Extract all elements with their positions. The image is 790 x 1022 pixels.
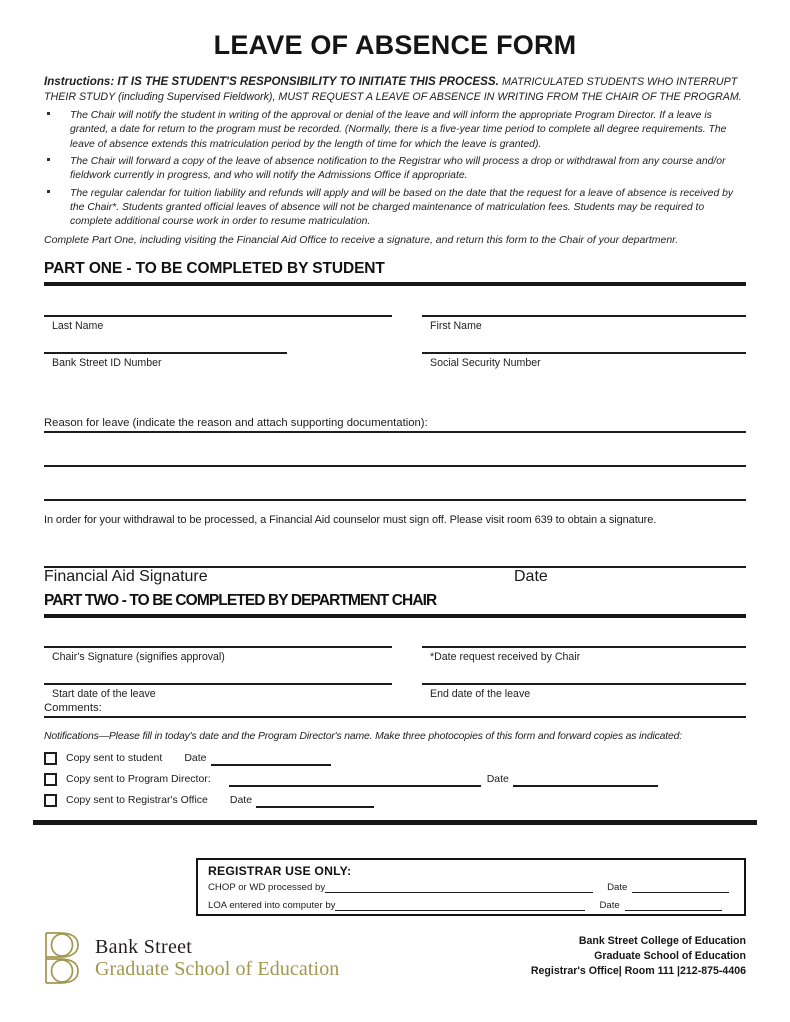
checkbox-label-registrar: Copy sent to Registrar's Office <box>66 794 208 807</box>
registrar-section-divider <box>33 820 757 825</box>
notification-row-student <box>44 748 746 769</box>
instructions-body: MATRICULATED STUDENTS WHO INTERRUPT THEIR STUDY (including Supervised Fieldwork), MUST REQUEST A LEAVE OF ABSENCE IN WRITING FROM THE CHAIR OF THE PROGRAM. <box>44 76 742 103</box>
reason-line-3[interactable] <box>44 499 746 501</box>
date-input-line-student[interactable] <box>211 751 331 766</box>
start-date-label: Start date of the leave <box>52 687 156 700</box>
chair-signature-row <box>44 646 746 663</box>
start-date-field[interactable] <box>44 683 392 700</box>
footer-address-line-2: Graduate School of Education <box>594 950 746 963</box>
end-date-label: End date of the leave <box>430 687 531 700</box>
part-one-header <box>44 247 746 278</box>
part-two-title: PART TWO - TO BE COMPLETED BY DEPARTMENT CHAIR <box>44 591 437 609</box>
registrar-box-title: REGISTRAR USE ONLY: <box>208 864 352 878</box>
registrar-loa-input-line[interactable] <box>335 899 585 911</box>
page-title: LEAVE OF ABSENCE FORM <box>213 30 577 60</box>
registrar-row-chop-wd <box>198 881 744 893</box>
registrar-chop-input-line[interactable] <box>325 881 593 893</box>
list-item <box>44 109 746 152</box>
bullet-text: The Chair will forward a copy of the leave of absence notification to the Registrar who will process a drop or withdrawal from any course and/or fieldwork currently in progress, and who will notify the Admissions Office if appropriate. <box>70 155 726 182</box>
reason-for-leave-label: Reason for leave (indicate the reason and attach supporting documentation): <box>44 416 428 429</box>
chair-signature-label: Chair's Signature (signifies approval) <box>52 650 225 663</box>
registrar-chop-label: CHOP or WD processed by <box>208 882 326 893</box>
last-name-label: Last Name <box>52 319 104 332</box>
date-received-field[interactable] <box>422 646 746 663</box>
date-label-registrar: Date <box>229 794 253 807</box>
registrar-chop-date-input-line[interactable] <box>632 881 729 893</box>
bank-street-b-monogram-icon <box>42 930 84 986</box>
bank-street-logo-text <box>95 936 339 981</box>
footer-address <box>531 934 746 979</box>
registrar-use-only-box <box>196 858 746 916</box>
comments-label: Comments: <box>44 701 102 714</box>
date-received-label: *Date request received by Chair <box>430 650 581 663</box>
id-row <box>44 352 746 369</box>
registrar-row-loa <box>198 899 744 911</box>
instructions-emphasis: IT IS THE STUDENT'S RESPONSIBILITY TO INITIATE THIS PROCESS. <box>117 75 499 88</box>
registrar-loa-date-input-line[interactable] <box>625 899 722 911</box>
list-item <box>44 187 746 230</box>
first-name-field[interactable] <box>422 315 746 332</box>
name-row <box>44 315 746 332</box>
financial-aid-signature-label: Financial Aid Signature <box>44 567 208 585</box>
checkbox-copy-sent-to-registrar[interactable] <box>44 794 57 807</box>
bullet-icon <box>47 112 50 115</box>
date-input-line-registrar[interactable] <box>256 793 374 808</box>
logo-name-secondary: Graduate School of Education <box>95 958 340 980</box>
comments-line[interactable] <box>44 716 746 718</box>
checkbox-copy-sent-to-student[interactable] <box>44 752 57 765</box>
chair-signature-field[interactable] <box>44 646 392 663</box>
instructions-bullet-list <box>44 109 746 230</box>
notification-row-registrar <box>44 790 746 811</box>
date-label-program-director: Date <box>486 773 509 786</box>
instructions-closing-note: Complete Part One, including visiting the Financial Aid Office to receive a signature, and return this form to the Chair of your departmenr. <box>44 233 679 246</box>
ssn-label: Social Security Number <box>430 356 541 369</box>
notification-row-program-director <box>44 769 746 790</box>
list-item <box>44 155 746 184</box>
date-label-student: Date <box>184 752 207 765</box>
part-two-header <box>44 586 746 610</box>
bank-street-id-field[interactable] <box>44 352 287 369</box>
checkbox-label-student: Copy sent to student <box>66 752 163 765</box>
end-date-field[interactable] <box>422 683 746 700</box>
notifications-intro: Notifications—Please fill in today's date and the Program Director's name. Make three photocopies of this form and forward copies as indicated: <box>44 730 683 742</box>
instructions-label: Instructions: <box>44 75 115 88</box>
financial-aid-note: In order for your withdrawal to be processed, a Financial Aid counselor must sign off. Please visit room 639 to obtain a signature. <box>44 513 657 526</box>
footer-address-line-3: Registrar's Office| Room 111 |212-875-4406 <box>530 965 746 978</box>
date-input-line-program-director[interactable] <box>513 772 658 787</box>
financial-aid-date-label: Date <box>514 567 548 585</box>
logo-name-primary: Bank Street <box>95 935 193 958</box>
first-name-label: First Name <box>430 319 482 332</box>
bullet-text: The Chair will notify the student in writing of the approval or denial of the leave and will inform the appropriate Program Director. If a leave is granted, a date for return to the program must be recorded. (Normally, there is a five-year time period to complete all degree requirements. The leave of absence extends this matriculation period by the length of time for which the leave is granted). <box>70 109 727 150</box>
bank-street-id-label: Bank Street ID Number <box>52 356 162 369</box>
checkbox-label-program-director: Copy sent to Program Director: <box>66 773 211 786</box>
financial-aid-caption-row <box>44 568 746 586</box>
registrar-loa-label: LOA entered into computer by <box>208 900 336 911</box>
instructions-paragraph <box>44 74 746 105</box>
registrar-chop-date-label: Date <box>607 882 628 893</box>
ssn-field[interactable] <box>422 352 746 369</box>
bullet-text: The regular calendar for tuition liability and refunds will apply and will be based on the date that the request for a leave of absence is received by the Chair*. Students granted official leaves of absence will not be charged maintenance of matriculation fees. Students may be required to complete additional course work in order to resume matriculation. <box>70 187 734 228</box>
bank-street-logo <box>42 930 339 986</box>
name-input-line-program-director[interactable] <box>229 772 481 787</box>
part-one-divider <box>44 282 746 286</box>
last-name-field[interactable] <box>44 315 392 332</box>
page-footer <box>0 928 790 1008</box>
reason-line-1[interactable] <box>44 431 746 433</box>
bullet-icon <box>47 190 50 193</box>
registrar-loa-date-label: Date <box>599 900 620 911</box>
footer-address-line-1: Bank Street College of Education <box>578 935 746 947</box>
leave-dates-row <box>44 683 746 700</box>
reason-line-2[interactable] <box>44 465 746 467</box>
part-one-title: PART ONE - TO BE COMPLETED BY STUDENT <box>44 259 385 277</box>
checkbox-copy-sent-to-program-director[interactable] <box>44 773 57 786</box>
part-two-divider <box>44 614 746 618</box>
bullet-icon <box>47 158 50 161</box>
